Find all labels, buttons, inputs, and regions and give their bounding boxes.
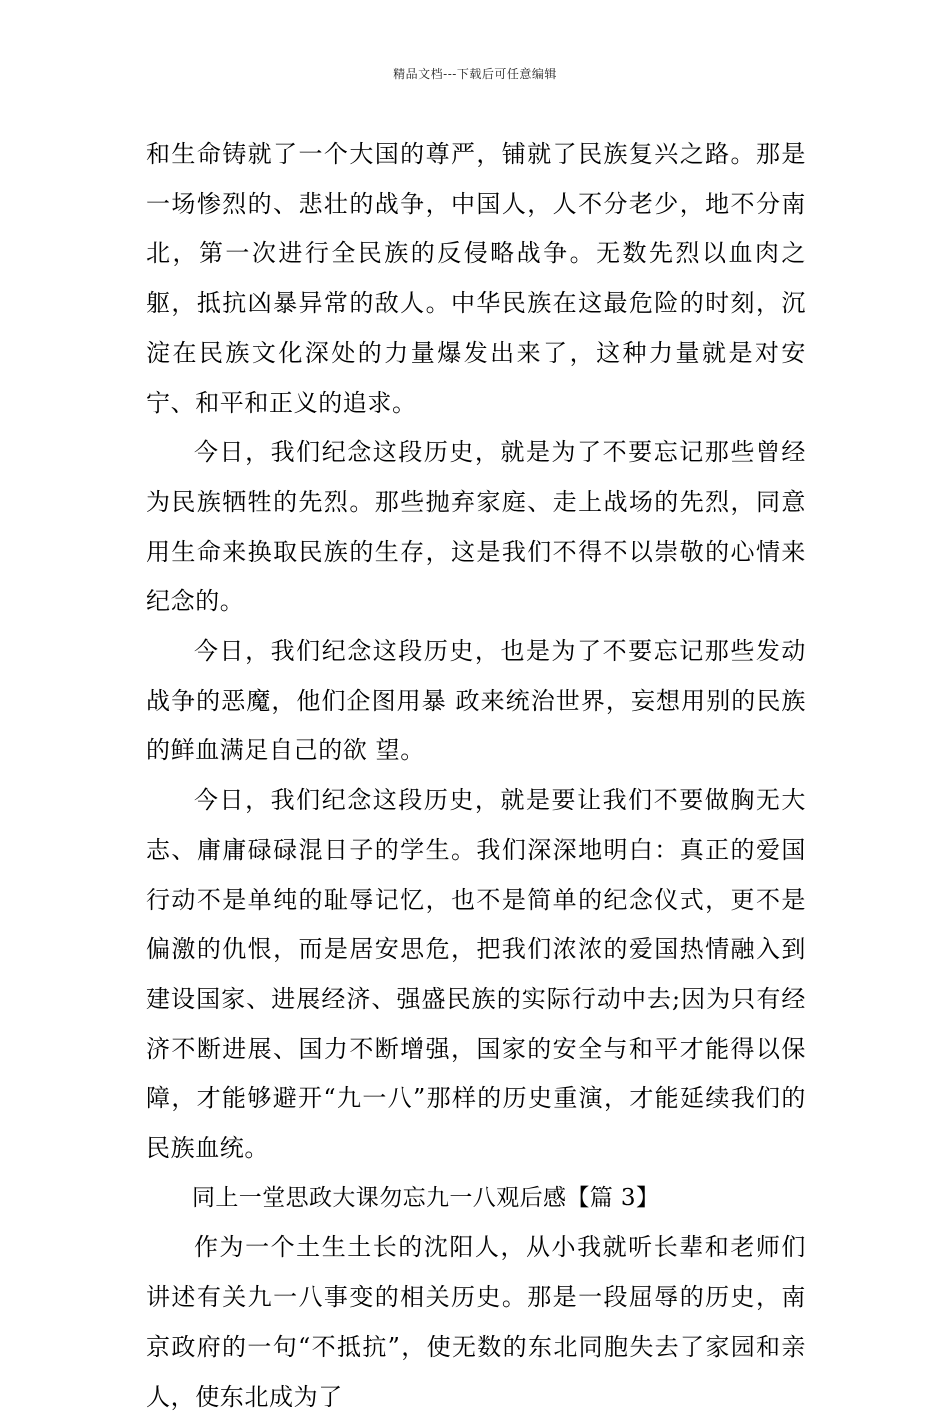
paragraph-remember-martyrs: 今日，我们纪念这段历史，就是为了不要忘记那些曾经为民族牺牲的先烈。那些抛弃家庭、走上战场的先烈，同意用生命来换取民族的生存，这是我们不得不以崇敬的心情来纪念的。 <box>146 438 806 616</box>
paragraph-shenyang-native: 作为一个土生土长的沈阳人，从小我就听长辈和老师们讲述有关九一八事变的相关历史。那是一段屈辱的历史，南京政府的一句“不抵抗”，使无数的东北同胞失去了家园和亲人，使东北成为了 <box>146 1233 806 1411</box>
document-body <box>146 130 806 1422</box>
paragraph-remember-war-instigators: 今日，我们纪念这段历史，也是为了不要忘记那些发动战争的恶魔，他们企图用暴 政来统治世界，妄想用别的民族的鲜血满足自己的欲 望。 <box>146 637 806 765</box>
paragraph-continued: 和生命铸就了一个大国的尊严，铺就了民族复兴之路。那是一场惨烈的、悲壮的战争，中国人，人不分老少，地不分南北，第一次进行全民族的反侵略战争。无数先烈以血肉之躯，抵抗凶暴异常的敌人。中华民族在这最危险的时刻，沉淀在民族文化深处的力量爆发出来了，这种力量就是对安宁、和平和正义的追求。 <box>146 140 806 417</box>
section-title: 同上一堂思政大课勿忘九一八观后感【篇 3】 <box>192 1184 660 1211</box>
paragraph-patriotic-action: 今日，我们纪念这段历史，就是要让我们不要做胸无大志、庸庸碌碌混日子的学生。我们深深地明白：真正的爱国行动不是单纯的耻辱记忆，也不是简单的纪念仪式，更不是偏激的仇恨，而是居安思危，把我们浓浓的爱国热情融入到建设国家、进展经济、强盛民族的实际行动中去;因为只有经济不断进展、国力不断增强，国家的安全与和平才能得以保障，才能够避开“九一八”那样的历史重演，才能延续我们的民族血统。 <box>146 786 806 1163</box>
page-header: 精品文档---下载后可任意编辑 <box>393 67 557 81</box>
